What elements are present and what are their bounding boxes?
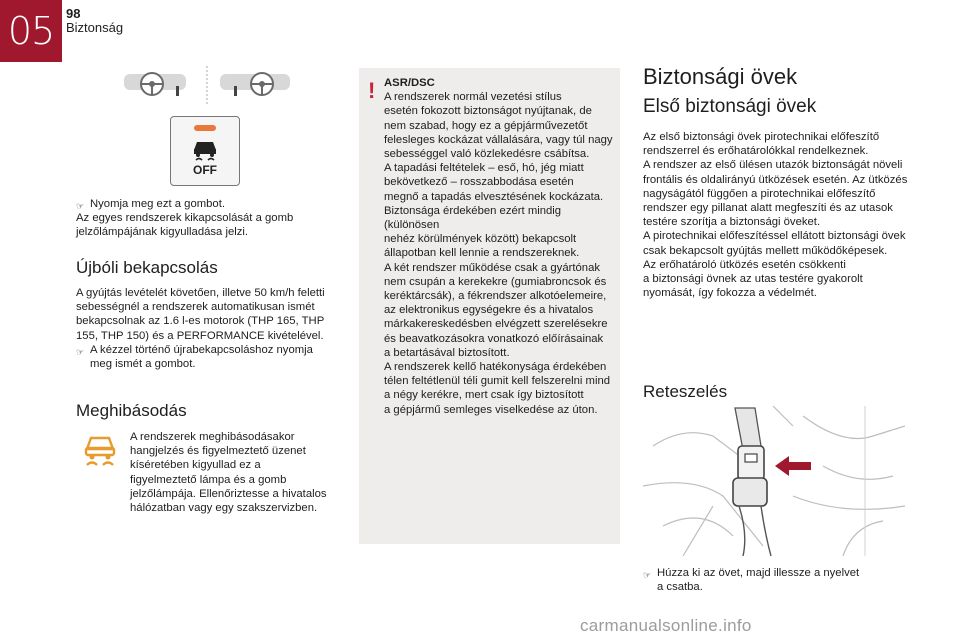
warning-line: az elektronikus egységekre és a hivatalos: [384, 304, 594, 317]
warning-line: télen feltétlenül téli gumit kell felszerelni mind: [384, 375, 611, 388]
warning-line: nem csupán a kerekekre (gumiabroncsok és: [384, 275, 607, 288]
warning-line: a négy kerékre, mert csak így biztosított: [384, 389, 584, 402]
press-instruction: ☞ Nyomja meg ezt a gombot.: [76, 197, 326, 213]
malfunction-paragraph: A rendszerek meghibásodásakor hangjelzés és figyelmeztető üzenet kíséretében kigyullad ez a figyelmeztető lámpa és a gomb jelzőlámpája. Ellenőriztesse a hivatalos hálózatban vagy egy szakszervizben.: [130, 431, 327, 515]
page-title: Biztonsági övek: [643, 64, 798, 89]
warning-line: és beavatkozásokra vonatkozó előírásainak: [384, 332, 604, 345]
warning-line: nehéz körülmények között) bekapcsolt: [384, 233, 577, 246]
paragraph-line: rendszerrel és erőhatárolókkal rendelkeznek.: [643, 145, 869, 158]
warning-line: nem szabad, hogy ez a gépjárművezetőt: [384, 119, 588, 132]
section-title: Biztonság: [66, 20, 124, 35]
subtitle: Első biztonsági övek: [643, 96, 817, 117]
watermark: carmanualsonline.info: [580, 616, 752, 635]
esc-off-button-illustration: [170, 116, 240, 186]
steering-wheel-icon: [122, 64, 292, 108]
warning-line: a betartásával biztosított.: [384, 346, 510, 359]
press-note: Az egyes rendszerek kikapcsolását a gomb jelzőlámpájának kigyulladása jelzi.: [76, 212, 294, 239]
warning-line: a gépjármű semleges viselkedése az úton.: [384, 403, 598, 416]
seatbelt-buckle-illustration: [643, 406, 905, 556]
locking-line: Húzza ki az övet, majd illessze a nyelvet: [657, 567, 860, 579]
paragraph-line: A pirotechnikai előfeszítéssel ellátott biztonsági övek: [643, 230, 906, 243]
warning-line: felesleges kockázat vállalására, vagy túl nagy: [384, 133, 613, 146]
warning-line: márkakereskedésben elvégzett szerelésekre: [384, 318, 608, 331]
warning-line: esetén fokozott biztonságot nyújtanak, de: [384, 105, 592, 118]
paragraph-line: nyomását, így fokozza a védelmét.: [643, 287, 817, 300]
warning-text: [384, 76, 616, 417]
reactivation-paragraph: A gyújtás levételét követően, illetve 50 km/h feletti sebességnél a rendszerek automatikusan ismét bekapcsolnak az 1.6 l-es motorok (THP 165, THP 155, THP 150) és a PERFORMANCE kivételével.: [76, 287, 325, 342]
warning-line: keréktárcsák), a fékrendszer alkotóelemeire,: [384, 290, 607, 303]
arrow-bullet-icon: ☞: [76, 347, 85, 357]
page-number: 98: [66, 6, 81, 21]
paragraph-line: testére szorítja a biztonsági öveket.: [643, 216, 821, 229]
reactivation-heading: Újbóli bekapcsolás: [76, 258, 218, 277]
locking-heading: Reteszelés: [643, 382, 728, 401]
locking-line: a csatba.: [657, 581, 703, 594]
button-indicator-lamp: [194, 125, 216, 131]
paragraph-line: A rendszer az első ülésen utazók biztonságát növeli: [643, 159, 903, 172]
warning-line: bekövetkező – rosszabbodása esetén: [384, 176, 574, 189]
malfunction-heading: Meghibásodás: [76, 401, 187, 420]
esc-off-icon: [191, 139, 219, 161]
warning-line: megnő a tapadás elvesztésének kockázata.: [384, 190, 604, 203]
warning-line: A rendszerek normál vezetési stílus: [384, 91, 562, 104]
chapter-number: 05: [0, 0, 62, 62]
paragraph-line: Az első biztonsági övek pirotechnikai előfeszítő: [643, 131, 880, 143]
paragraph-line: a biztonsági övnek az utas testére gyakorolt: [643, 273, 863, 286]
paragraph-line: frontális és oldalirányú ütközések esetén. Az ütközés: [643, 173, 908, 186]
arrow-bullet-icon: ☞: [76, 201, 85, 211]
warning-line: A rendszerek kellő hatékonysága érdekében: [384, 361, 607, 374]
paragraph-line: rendszer egy pillanat alatt megfeszíti és az utasok: [643, 202, 893, 215]
warning-title: ASR/DSC: [384, 77, 435, 89]
front-belts-paragraph: [643, 130, 933, 300]
warning-line: Biztonsága érdekében ezért mindig (különösen: [384, 204, 562, 232]
locking-instruction: [643, 566, 903, 594]
warning-line: A két rendszer működése csak a gyártónak: [384, 261, 601, 274]
reactivation-bullet: ☞ A kézzel történő újrabekapcsoláshoz nyomja meg ismét a gombot.: [76, 344, 313, 371]
button-off-label: OFF: [193, 163, 217, 177]
warning-line: A tapadási feltételek – eső, hó, jég miatt: [384, 162, 584, 175]
arrow-bullet-icon: ☞: [643, 570, 652, 580]
paragraph-line: csak bekapcsolt gyújtás mellett működőképesek.: [643, 244, 888, 257]
skid-warning-icon: [83, 434, 117, 468]
paragraph-line: Az erőhatároló ütközés esetén csökkenti: [643, 258, 846, 271]
warning-mark-icon: !: [368, 78, 376, 103]
paragraph-line: nagyságától függően a pirotechnikai előfeszítő: [643, 187, 876, 200]
warning-line: állapotban kell lennie a rendszereknek.: [384, 247, 580, 260]
warning-line: sebességgel való közlekedésre csábítsa.: [384, 148, 590, 161]
